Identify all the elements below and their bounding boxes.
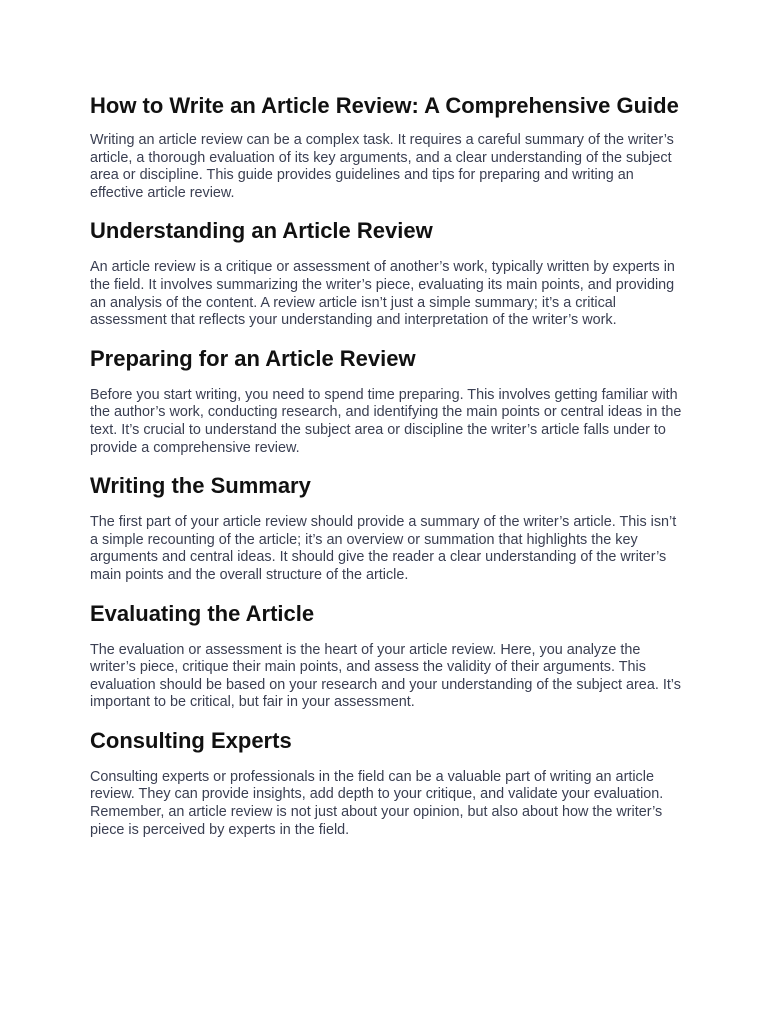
section-heading-summary: Writing the Summary <box>90 473 311 499</box>
section-heading-experts: Consulting Experts <box>90 727 292 753</box>
section-body-evaluating: The evaluation or assessment is the heart of your article review. Here, you analyze the writer’s piece, critique their main points, and assess the validity of their arguments. This evaluation should be based on your research and your understanding of the subject area. It’s important to be critical, but fair in your assessment. <box>90 641 681 711</box>
section-body-experts: Consulting experts or professionals in the field can be a valuable part of writing an article review. They can provide insights, add depth to your critique, and validate your evaluation. Remember, an article review is not just about your opinion, but also about how the writer’s piece is perceived by experts in the field. <box>90 768 664 838</box>
section-body-understanding: An article review is a critique or assessment of another’s work, typically written by experts in the field. It involves summarizing the writer’s piece, evaluating its main points, and providing an analysis of the content. A review article isn’t just a simple summary; it’s a critical assessment that reflects your understanding and interpretation of the writer’s work. <box>90 259 675 329</box>
document-page <box>90 92 688 854</box>
intro-paragraph: Writing an article review can be a complex task. It requires a careful summary of the writer’s article, a thorough evaluation of its key arguments, and a clear understanding of the subject area or discipline. This guide provides guidelines and tips for preparing and writing an effective article review. <box>90 132 674 201</box>
page-title: How to Write an Article Review: A Comprehensive Guide <box>90 93 679 118</box>
section-heading-understanding: Understanding an Article Review <box>90 218 433 244</box>
section-heading-preparing: Preparing for an Article Review <box>90 345 416 371</box>
section-heading-evaluating: Evaluating the Article <box>90 600 315 626</box>
section-body-preparing: Before you start writing, you need to spend time preparing. This involves getting familiar with the author’s work, conducting research, and identifying the main points or central ideas in the text. It’s crucial to understand the subject area or discipline the writer’s article falls under to provide a comprehensive review. <box>90 386 682 456</box>
section-body-summary: The first part of your article review should provide a summary of the writer’s article. This isn’t a simple recounting of the article; it’s an overview or summation that highlights the key arguments and central ideas. It should give the reader a clear understanding of the writer’s main points and the overall structure of the article. <box>90 514 677 583</box>
